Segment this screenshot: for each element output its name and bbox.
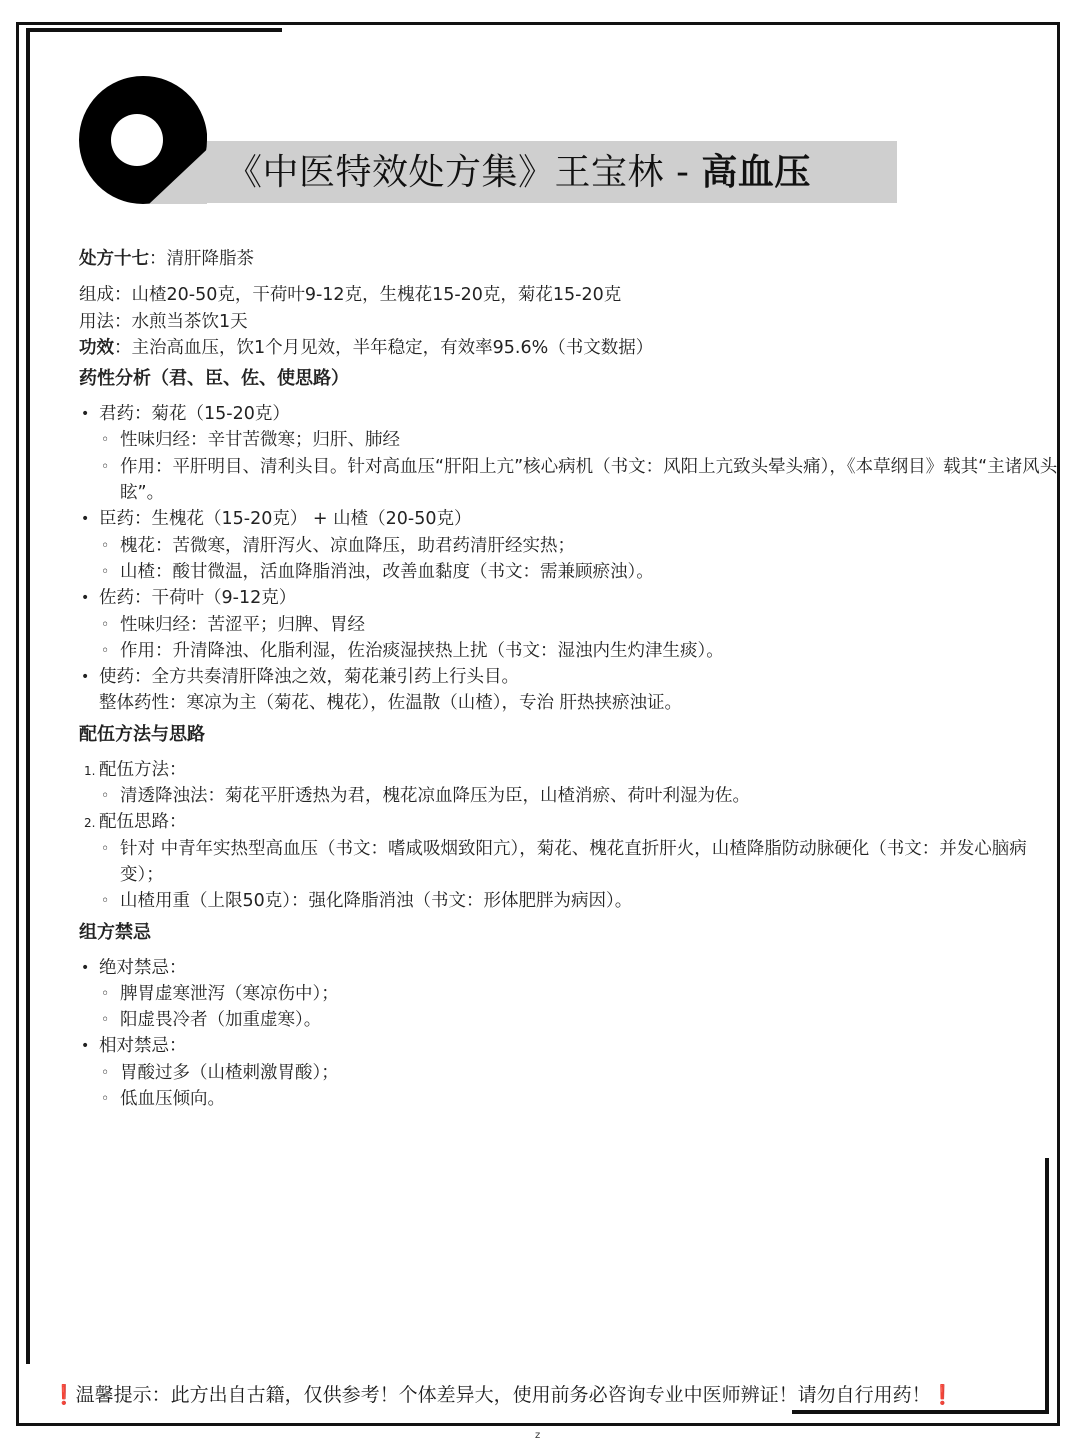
section-heading-method: 配伍方法与思路	[79, 723, 205, 745]
list-subitem-jun-nature: ◦ 性味归经：辛甘苦微寒；归肝、肺经	[79, 427, 1059, 453]
usage-value: ：水煎当茶饮1天	[114, 311, 248, 332]
list-item-method	[79, 757, 1059, 783]
list-item-label: 配伍思路：	[99, 812, 187, 833]
footer-text: 温馨提示：此方出自古籍，仅供参考！个体差异大，使用前务必咨询专业中医师辨证！请勿自行用药！	[75, 1384, 931, 1406]
list-number: 2.	[84, 816, 96, 831]
ring-logo-icon	[79, 76, 207, 204]
title-prefix: 《中医特效处方集》王宝林 -	[226, 152, 702, 193]
list-subitem-method: ◦ 清透降浊法：菊花平肝透热为君，槐花凉血降压为臣，山楂消瘀、荷叶利湿为佐。	[79, 783, 1059, 809]
frame-accent-right	[1045, 1158, 1049, 1412]
effect-line	[79, 335, 1059, 361]
frame-accent-top	[26, 28, 282, 32]
list-item-chen: • 臣药：生槐花（15-20克） + 山楂（20-50克）	[79, 506, 1059, 532]
title-topic: 高血压	[701, 152, 811, 193]
list-item-absolute: • 绝对禁忌：	[79, 955, 1059, 981]
usage-line	[79, 309, 1059, 335]
list-item-label: 配伍方法：	[99, 759, 187, 780]
usage-label: 用法	[79, 311, 114, 332]
page-title	[226, 148, 811, 198]
section-heading-analysis: 药性分析（君、臣、佐、使思路）	[79, 368, 349, 390]
exclamation-icon: ❗	[930, 1384, 955, 1406]
frame-accent-left	[26, 28, 30, 1364]
list-subitem-thinking-1: ◦ 针对 中青年实热型高血压（书文：嗜咸吸烟致阳亢），菊花、槐花直折肝火，山楂降脂防动脉硬化（书文：并发心脑病变）；	[79, 836, 1059, 889]
overall-nature: 整体药性：寒凉为主（菊花、槐花），佐温散（山楂），专治 肝热挟瘀浊证。	[99, 693, 683, 714]
list-subitem-relative-2: ◦ 低血压倾向。	[79, 1086, 1059, 1112]
list-subitem-absolute-1: ◦ 脾胃虚寒泄泻（寒凉伤中）；	[79, 981, 1059, 1007]
effect-label: 功效	[79, 337, 114, 358]
list-subitem-chen-huaihua: ◦ 槐花：苦微寒，清肝泻火、凉血降压，助君药清肝经实热；	[79, 533, 1059, 559]
prescription-name-value: ：清肝降脂茶	[149, 249, 254, 269]
composition-value: ：山楂20-50克，干荷叶9-12克，生槐花15-20克，菊花15-20克	[114, 285, 622, 306]
document-body	[79, 246, 1059, 1112]
list-item-jun: • 君药：菊花（15-20克）	[79, 401, 1059, 427]
effect-value: ：主治高血压，饮1个月见效，半年稳定，有效率95.6%（书文数据）	[114, 337, 654, 358]
footer-notice	[52, 1380, 1052, 1410]
list-subitem-absolute-2: ◦ 阳虚畏冷者（加重虚寒）。	[79, 1007, 1059, 1033]
list-number: 1.	[84, 763, 96, 778]
exclamation-icon: ❗	[52, 1384, 76, 1406]
prescription-name	[79, 246, 1059, 272]
list-item-thinking	[79, 809, 1059, 835]
section-heading-taboo: 组方禁忌	[79, 921, 151, 943]
composition-line	[79, 282, 1059, 308]
list-subitem-jun-action: ◦ 作用：平肝明目、清利头目。针对高血压“肝阳上亢”核心病机（书文：风阳上亢致头晕头痛），《本草纲目》载其“主诸风头眩”。	[79, 454, 1059, 507]
list-subitem-chen-shanzha: ◦ 山楂：酸甘微温，活血降脂消浊，改善血黏度（书文：需兼顾瘀浊）。	[79, 559, 1059, 585]
list-subitem-thinking-2: ◦ 山楂用重（上限50克）：强化降脂消浊（书文：形体肥胖为病因）。	[79, 888, 1059, 914]
list-subitem-zuo-action: ◦ 作用：升清降浊、化脂利湿，佐治痰湿挟热上扰（书文：湿浊内生灼津生痰）。	[79, 638, 1059, 664]
prescription-name-label: 处方十七	[79, 249, 149, 269]
list-item-zuo: • 佐药：干荷叶（9-12克）	[79, 585, 1059, 611]
page-mark: z	[535, 1430, 541, 1441]
frame-accent-bottom	[792, 1410, 1049, 1414]
list-item-relative: • 相对禁忌：	[79, 1033, 1059, 1059]
list-subitem-relative-1: ◦ 胃酸过多（山楂刺激胃酸）；	[79, 1060, 1059, 1086]
composition-label: 组成	[79, 285, 114, 306]
list-subitem-zuo-nature: ◦ 性味归经：苦涩平；归脾、胃经	[79, 612, 1059, 638]
list-item-shi: • 使药：全方共奏清肝降浊之效，菊花兼引药上行头目。	[79, 664, 1059, 690]
